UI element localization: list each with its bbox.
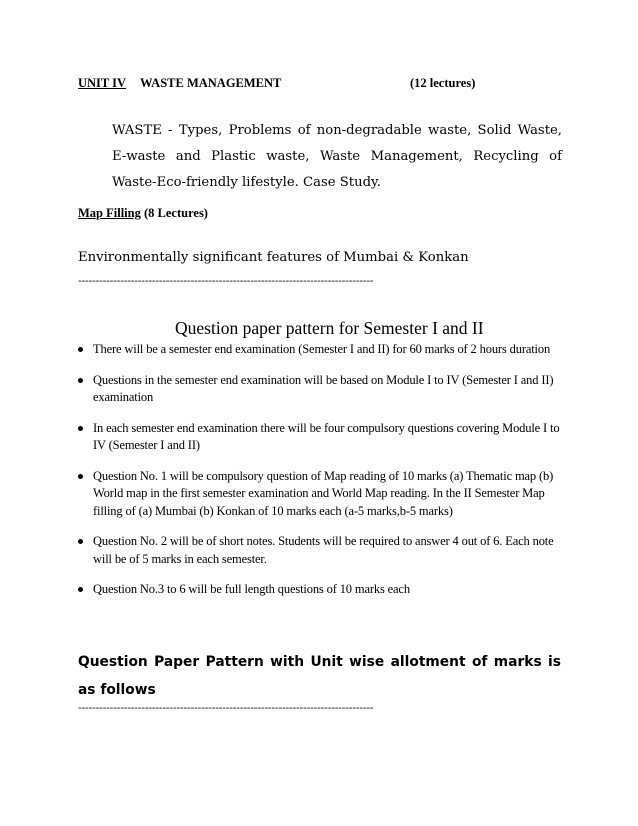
list-item-text: Question No. 1 will be compulsory question of Map reading of 10 marks (a) Thematic map (b) World map in the first semester examination and World Map reading. In the II Semester Map filling of (a) Mumbai (b) Konkan of 10 marks each (a-5 marks,b-5 marks) bbox=[93, 468, 554, 518]
map-filling-lectures: (8 Lectures) bbox=[143, 206, 208, 220]
list-item bbox=[78, 533, 568, 568]
unit-content: WASTE - Types, Problems of non-degradable waste, Solid Waste, E-waste and Plastic waste, Waste Management, Recycling of Waste-Eco-friendly lifestyle. Case Study. bbox=[112, 123, 562, 190]
list-item-text: In each semester end examination there will be four compulsory questions covering Module I to IV (Semester I and II) bbox=[93, 420, 560, 452]
unit-heading bbox=[78, 76, 281, 91]
map-filling-content: Environmentally significant features of Mumbai & Konkan bbox=[78, 250, 469, 265]
bullet-icon bbox=[78, 378, 83, 383]
question-paper-title: Question paper pattern for Semester I and II bbox=[175, 318, 484, 338]
map-filling-heading bbox=[78, 206, 208, 221]
list-item bbox=[78, 468, 568, 521]
separator-line: ------------------------------------------------------------------------------------ bbox=[78, 701, 374, 714]
allotment-heading: Question Paper Pattern with Unit wise allotment of marks is as follows bbox=[78, 654, 561, 698]
list-item-text: Question No.3 to 6 will be full length questions of 10 marks each bbox=[93, 582, 410, 596]
bullet-icon bbox=[78, 587, 83, 592]
list-item bbox=[78, 581, 568, 599]
unit-label: UNIT IV bbox=[78, 76, 127, 90]
question-paper-bullets bbox=[78, 341, 568, 612]
list-item bbox=[78, 420, 568, 455]
bullet-icon bbox=[78, 347, 83, 352]
unit-title: WASTE MANAGEMENT bbox=[140, 76, 282, 90]
separator-line: ------------------------------------------------------------------------------------ bbox=[78, 274, 374, 287]
map-filling-label: Map Filling bbox=[78, 206, 141, 220]
list-item bbox=[78, 341, 568, 359]
bullet-icon bbox=[78, 474, 83, 479]
unit-lectures: (12 lectures) bbox=[410, 76, 476, 90]
list-item-text: Questions in the semester end examination will be based on Module I to IV (Semester I and II) examination bbox=[93, 372, 554, 404]
list-item-text: Question No. 2 will be of short notes. Students will be required to answer 4 out of 6. Each note will be of 5 marks in each semester. bbox=[93, 534, 554, 566]
list-item-text: There will be a semester end examination (Semester I and II) for 60 marks of 2 hours duration bbox=[93, 342, 551, 356]
bullet-icon bbox=[78, 539, 83, 544]
bullet-icon bbox=[78, 426, 83, 431]
list-item bbox=[78, 372, 568, 407]
